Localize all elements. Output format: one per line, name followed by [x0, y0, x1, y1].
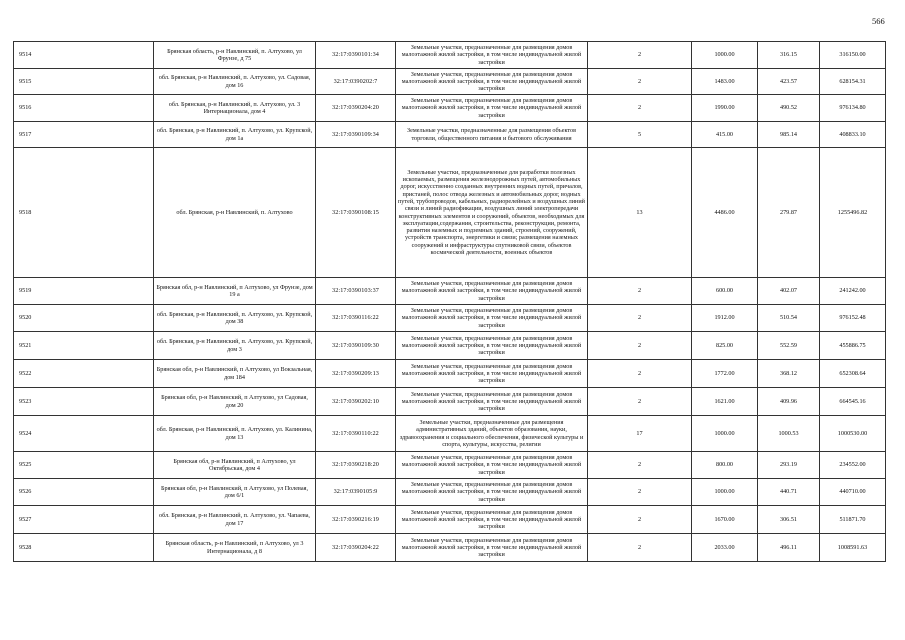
cadastral-number-cell: 32:17:0390109:30: [316, 332, 396, 360]
row-number-cell: 9524: [14, 416, 154, 452]
area-cell: 600.00: [692, 278, 758, 305]
area-cell: 800.00: [692, 452, 758, 479]
cadastral-number-cell: 32:17:0390209:13: [316, 360, 396, 388]
address-cell: Брянская обл, р-н Навлинский, п Алтухово, ул Полевая, дом 6/1: [154, 479, 316, 506]
use-group-cell: 2: [588, 332, 692, 360]
address-cell: Брянская обл, р-н Навлинский, п Алтухово, ул Фрунзе, дом 19 а: [154, 278, 316, 305]
cadastral-value-cell: 1008591.63: [820, 534, 886, 562]
cadastral-value-cell: 408833.10: [820, 122, 886, 148]
specific-value-cell: 440.71: [758, 479, 820, 506]
cadastral-value-cell: 628154.31: [820, 69, 886, 95]
area-cell: 1670.00: [692, 506, 758, 534]
row-number-cell: 9517: [14, 122, 154, 148]
area-cell: 825.00: [692, 332, 758, 360]
address-cell: обл. Брянская, р-н Навлинский, п. Алтухово, ул. Крупской, дом 38: [154, 305, 316, 332]
row-number-cell: 9527: [14, 506, 154, 534]
page-number: 566: [872, 16, 885, 26]
use-group-cell: 13: [588, 148, 692, 278]
use-group-cell: 2: [588, 479, 692, 506]
address-cell: обл. Брянская, р-н Навлинский, п. Алтухово, ул. 3 Интернационала, дом 4: [154, 95, 316, 122]
address-cell: Брянская область, р-н Навлинский, п. Алтухово, ул Фрунзе, д 75: [154, 42, 316, 69]
land-use-cell: Земельные участки, предназначенные для размещения домов малоэтажной жилой застройки, в том числе индивидуальной жилой застройки: [396, 69, 588, 95]
table-row: [14, 506, 886, 534]
specific-value-cell: 985.14: [758, 122, 820, 148]
area-cell: 1000.00: [692, 479, 758, 506]
address-cell: обл. Брянская, р-н Навлинский, п. Алтухово, ул. Крупской, дом 1а: [154, 122, 316, 148]
row-number-cell: 9515: [14, 69, 154, 95]
specific-value-cell: 368.12: [758, 360, 820, 388]
land-use-cell: Земельные участки, предназначенные для размещения домов малоэтажной жилой застройки, в том числе индивидуальной жилой застройки: [396, 42, 588, 69]
land-use-cell: Земельные участки, предназначенные для размещения домов малоэтажной жилой застройки, в том числе индивидуальной жилой застройки: [396, 95, 588, 122]
cadastral-number-cell: 32:17:0390101:34: [316, 42, 396, 69]
cadastral-number-cell: 32:17:0390218:20: [316, 452, 396, 479]
cadastral-value-cell: 241242.00: [820, 278, 886, 305]
table-row: [14, 305, 886, 332]
cadastral-number-cell: 32:17:0390109:34: [316, 122, 396, 148]
use-group-cell: 2: [588, 305, 692, 332]
table-row: [14, 388, 886, 416]
row-number-cell: 9523: [14, 388, 154, 416]
cadastral-value-cell: 976152.48: [820, 305, 886, 332]
cadastral-number-cell: 32:17:0390105:9: [316, 479, 396, 506]
table-row: [14, 148, 886, 278]
row-number-cell: 9520: [14, 305, 154, 332]
area-cell: 1621.00: [692, 388, 758, 416]
cadastral-number-cell: 32:17:0390108:15: [316, 148, 396, 278]
land-use-cell: Земельные участки, предназначенные для размещения административных зданий, объектов образования, науки, здравоохранения и социального обеспечения, физической культуры и спорта, культуры, искусства, религии: [396, 416, 588, 452]
table-row: [14, 416, 886, 452]
use-group-cell: 17: [588, 416, 692, 452]
cadastral-value-cell: 511871.70: [820, 506, 886, 534]
specific-value-cell: 510.54: [758, 305, 820, 332]
use-group-cell: 2: [588, 360, 692, 388]
specific-value-cell: 490.52: [758, 95, 820, 122]
area-cell: 2033.00: [692, 534, 758, 562]
specific-value-cell: 409.96: [758, 388, 820, 416]
cadastral-number-cell: 32:17:0390216:19: [316, 506, 396, 534]
cadastral-value-cell: 1255496.82: [820, 148, 886, 278]
row-number-cell: 9525: [14, 452, 154, 479]
address-cell: Брянская обл, р-н Навлинский, п Алтухово, ул Вокзальная, дом 184: [154, 360, 316, 388]
specific-value-cell: 423.57: [758, 69, 820, 95]
table-row: [14, 122, 886, 148]
use-group-cell: 5: [588, 122, 692, 148]
row-number-cell: 9516: [14, 95, 154, 122]
address-cell: обл. Брянская, р-н Навлинский, п. Алтухово, ул. Чапаева, дом 17: [154, 506, 316, 534]
area-cell: 1000.00: [692, 416, 758, 452]
specific-value-cell: 496.11: [758, 534, 820, 562]
row-number-cell: 9522: [14, 360, 154, 388]
use-group-cell: 2: [588, 506, 692, 534]
cadastral-number-cell: 32:17:0390202:7: [316, 69, 396, 95]
table-row: [14, 332, 886, 360]
cadastral-number-cell: 32:17:0390204:20: [316, 95, 396, 122]
row-number-cell: 9518: [14, 148, 154, 278]
area-cell: 1912.00: [692, 305, 758, 332]
land-use-cell: Земельные участки, предназначенные для размещения домов малоэтажной жилой застройки, в том числе индивидуальной жилой застройки: [396, 534, 588, 562]
cadastral-number-cell: 32:17:0390103:37: [316, 278, 396, 305]
cadastral-value-cell: 234552.00: [820, 452, 886, 479]
row-number-cell: 9528: [14, 534, 154, 562]
area-cell: 1000.00: [692, 42, 758, 69]
table-row: [14, 479, 886, 506]
use-group-cell: 2: [588, 42, 692, 69]
specific-value-cell: 316.15: [758, 42, 820, 69]
land-use-cell: Земельные участки, предназначенные для размещения домов малоэтажной жилой застройки, в том числе индивидуальной жилой застройки: [396, 506, 588, 534]
use-group-cell: 2: [588, 278, 692, 305]
row-number-cell: 9514: [14, 42, 154, 69]
specific-value-cell: 1000.53: [758, 416, 820, 452]
table-row: [14, 360, 886, 388]
area-cell: 1990.00: [692, 95, 758, 122]
cadastral-number-cell: 32:17:0390116:22: [316, 305, 396, 332]
table-row: [14, 452, 886, 479]
cadastral-value-cell: 652308.64: [820, 360, 886, 388]
table-row: [14, 278, 886, 305]
land-use-cell: Земельные участки, предназначенные для разработки полезных ископаемых, размещения железнодорожных путей, автомобильных дорог, искусственно созданных внутренних водных путей, причалов, пристаней, полос отвода железных и автомобильных дорог, водных путей, трубопроводов, кабельных, радиорелейных и воздушных линий связи и линий радиофикации, воздушных линий электропередачи конструктивных элементов и сооружений, объектов, необходимых для эксплуатации,содержания, строительства, реконструкции, ремонта, развития наземных и подземных зданий, строений, сооружений, устройств транспорта, энергетики и связи; размещения наземных сооружений и инфраструктуры спутниковой связи, объектов космической деятельности, военных объектов: [396, 148, 588, 278]
cadastral-value-cell: 455886.75: [820, 332, 886, 360]
table-row: [14, 95, 886, 122]
table-body: [14, 42, 886, 562]
cadastral-value-cell: 440710.00: [820, 479, 886, 506]
cadastral-number-cell: 32:17:0390110:22: [316, 416, 396, 452]
table-row: [14, 42, 886, 69]
address-cell: обл. Брянская, р-н Навлинский, п. Алтухово, ул. Калинина, дом 13: [154, 416, 316, 452]
area-cell: 415.00: [692, 122, 758, 148]
specific-value-cell: 293.19: [758, 452, 820, 479]
cadastral-number-cell: 32:17:0390204:22: [316, 534, 396, 562]
area-cell: 1483.00: [692, 69, 758, 95]
address-cell: обл. Брянская, р-н Навлинский, п. Алтухово, ул. Садовая, дом 16: [154, 69, 316, 95]
specific-value-cell: 552.59: [758, 332, 820, 360]
area-cell: 4486.00: [692, 148, 758, 278]
use-group-cell: 2: [588, 95, 692, 122]
cadastral-value-cell: 664545.16: [820, 388, 886, 416]
land-use-cell: Земельные участки, предназначенные для размещения домов малоэтажной жилой застройки, в том числе индивидуальной жилой застройки: [396, 479, 588, 506]
area-cell: 1772.00: [692, 360, 758, 388]
use-group-cell: 2: [588, 452, 692, 479]
row-number-cell: 9519: [14, 278, 154, 305]
address-cell: Брянская область, р-н Навлинский, п Алтухово, ул 3 Интернационала, д 8: [154, 534, 316, 562]
land-use-cell: Земельные участки, предназначенные для размещения домов малоэтажной жилой застройки, в том числе индивидуальной жилой застройки: [396, 360, 588, 388]
table-row: [14, 534, 886, 562]
address-cell: обл. Брянская, р-н Навлинский, п. Алтухово: [154, 148, 316, 278]
cadastral-value-cell: 976134.80: [820, 95, 886, 122]
use-group-cell: 2: [588, 69, 692, 95]
land-use-cell: Земельные участки, предназначенные для размещения домов малоэтажной жилой застройки, в том числе индивидуальной жилой застройки: [396, 305, 588, 332]
land-use-cell: Земельные участки, предназначенные для размещения домов малоэтажной жилой застройки, в том числе индивидуальной жилой застройки: [396, 388, 588, 416]
specific-value-cell: 402.07: [758, 278, 820, 305]
row-number-cell: 9521: [14, 332, 154, 360]
table-row: [14, 69, 886, 95]
cadastral-number-cell: 32:17:0390202:10: [316, 388, 396, 416]
land-use-cell: Земельные участки, предназначенные для размещения домов малоэтажной жилой застройки, в том числе индивидуальной жилой застройки: [396, 278, 588, 305]
address-cell: обл. Брянская, р-н Навлинский, п. Алтухово, ул. Крупской, дом 3: [154, 332, 316, 360]
address-cell: Брянская обл, р-н Навлинский, п Алтухово, ул Садовая, дом 20: [154, 388, 316, 416]
land-use-cell: Земельные участки, предназначенные для размещения домов малоэтажной жилой застройки, в том числе индивидуальной жилой застройки: [396, 332, 588, 360]
use-group-cell: 2: [588, 534, 692, 562]
address-cell: Брянская обл, р-н Навлинский, п Алтухово, ул Октябрьская, дом 4: [154, 452, 316, 479]
cadastral-value-cell: 316150.00: [820, 42, 886, 69]
cadastral-value-cell: 1000530.00: [820, 416, 886, 452]
row-number-cell: 9526: [14, 479, 154, 506]
cadastral-value-table: [13, 41, 886, 562]
use-group-cell: 2: [588, 388, 692, 416]
specific-value-cell: 279.87: [758, 148, 820, 278]
land-use-cell: Земельные участки, предназначенные для размещения домов малоэтажной жилой застройки, в том числе индивидуальной жилой застройки: [396, 452, 588, 479]
land-use-cell: Земельные участки, предназначенные для размещения объектов торговли, общественного питания и бытового обслуживания: [396, 122, 588, 148]
specific-value-cell: 306.51: [758, 506, 820, 534]
